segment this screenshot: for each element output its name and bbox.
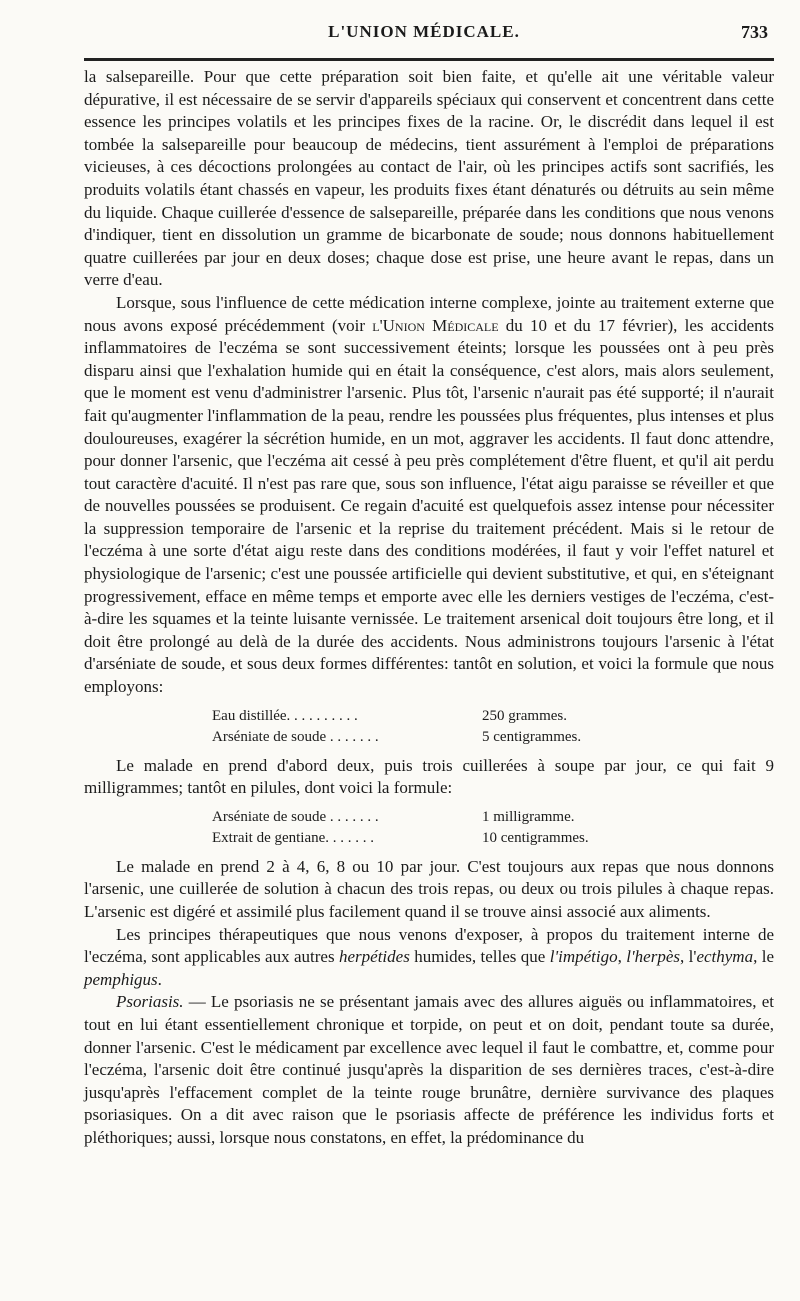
ingredient-quantity: 1 milligramme.: [482, 808, 575, 825]
paragraph-administration: Le malade en prend 2 à 4, 6, 8 ou 10 par jour. C'est toujours aux repas que nous donnons l'arsenic, une cuillerée de solution à chacun des trois repas, ou deux ou trois pilules à chaque repas. L'arsenic est digéré et assimilé plus facilement quand il se trouve ainsi associé aux aliments.: [84, 856, 774, 921]
paragraph-text: — Le psoriasis ne se présentant jamais avec des allures aiguës ou inflammatoires, et tout en lui étant essentiellement chronique et torpide, on peut et on doit, pendant toute sa durée, donner l'arsenic. C'est le médicament par excellence avec lequel il faut le combattre, et, comme pour l'eczéma, l'arsenic doit être continué jusqu'après la disparition de ses dernières traces, c'est-à-dire jusqu'après l'effacement complet de la teinte rouge brunâtre, dernière survivance des plaques psoriasiques. On a dit avec raison que le psoriasis affecte de préférence les individus forts et pléthoriques; aussi, lorsque nous constatons, en effet, la prédominance du: [84, 992, 774, 1147]
ingredient-quantity: 5 centigrammes.: [482, 728, 582, 745]
term-pemphigus: pemphigus: [84, 969, 158, 989]
paragraph-text: , l': [679, 947, 697, 967]
formula-solution: [212, 706, 774, 748]
paragraph-arsenic-treatment: [84, 292, 774, 699]
header-rule: [84, 58, 774, 61]
term-impetigo: l'impétigo: [549, 947, 618, 967]
formula-row: [212, 807, 774, 828]
term-herpes: l'herpès: [626, 947, 680, 967]
formula-row: [212, 706, 774, 727]
paragraph-dosage: Le malade en prend d'abord deux, puis trois cuillerées à soupe par jour, ce qui fait 9 milligrammes; tantôt en pilules, dont voici la formule:: [84, 755, 774, 798]
ingredient-name: Extrait de gentiane. . . . . . .: [212, 829, 375, 846]
formula-row: [212, 828, 774, 849]
journal-reference: l'Union Médicale: [372, 315, 499, 335]
term-herpetides: herpétides: [339, 947, 410, 967]
running-title: L'UNION MÉDICALE.: [328, 22, 520, 41]
ingredient-quantity: 250 grammes.: [482, 707, 567, 724]
section-heading-psoriasis: Psoriasis.: [116, 992, 184, 1012]
paragraph-text: ,: [617, 947, 627, 967]
formula-row: [212, 727, 774, 748]
paragraph-text: .: [157, 969, 162, 989]
page-header: [80, 22, 768, 52]
paragraph-text: , le: [753, 947, 775, 967]
paragraph-text: Les principes thérapeutiques que nous venons d'exposer, à propos du traitement interne de l'eczéma, sont applicables aux autres: [84, 924, 774, 967]
term-ecthyma: ecthyma: [696, 947, 754, 967]
paragraph-salsepareille: la salsepareille. Pour que cette préparation soit bien faite, et qu'elle ait une véritable valeur dépurative, il est nécessaire de se servir d'appareils spéciaux qui conservent et concentrent dans cette essence les principes volatils et les principes fixes de la racine. Or, le discrédit dans lequel il est tombée la salsepareille pour beaucoup de médecins, tient assurément à l'emploi de préparations vicieuses, à ces décoctions prolongées au contact de l'air, où les principes actifs sont sacrifiés, les produits volatils étant chassés en vapeur, les produits fixes étant dénaturés ou détruits au sein même du liquide. Chaque cuillerée d'essence de salsepareille, préparée dans les conditions que nous venons d'indiquer, tient en dissolution un gramme de bicarbonate de soude; nous donnons habituellement quatre cuillerées par jour en deux doses; chaque dose est prise, une heure avant le repas, dans un verre d'eau.: [84, 67, 774, 290]
paragraph-psoriasis: [84, 991, 774, 1149]
ingredient-quantity: 10 centigrammes.: [482, 829, 589, 846]
paragraph-text: Lorsque, sous l'influence de cette médication interne complexe, jointe au traitement externe que nous avons exposé précédemment (voir: [84, 292, 774, 335]
formula-pills: [212, 807, 774, 849]
paragraph-text: humides, telles que: [409, 947, 550, 967]
paragraph-text: du 10 et du 17 février), les accidents inflammatoires de l'eczéma se sont successivement éteints; lorsque les poussées ont à peu près disparu ainsi que l'exhalation humide qui en était la conséquence, c'est alors, mais alors seulement, que le moment est venu d'administrer l'arsenic. Plus tôt, l'arsenic n'aurait pas été supporté; il n'aurait fait qu'augmenter l'inflammation de la peau, rendre les poussées plus fréquentes, plus intenses et plus douloureuses, exagérer la sécrétion humide, en un mot, aggraver les accidents. Il faut donc attendre, pour donner l'arsenic, que l'eczéma ait cessé à peu près complétement d'être fluent, et qu'il ait perdu tout caractère d'acuité. Il n'est pas rare que, sous son influence, l'état aigu paraisse se réveiller et que de nouvelles poussées se produisent. Ce regain d'acuité est quelquefois assez intense pour nécessiter la suppression temporaire de l'arsenic et la reprise du traitement précédent. Mais si le retour de l'eczéma à une sorte d'état aigu reste dans des conditions modérées, il faut y voir l'effet naturel et physiologique de l'arsenic; c'est une poussée artificielle qui devient substitutive, et qui, en s'éteignant progressivement, efface en même temps et emporte avec elle les derniers vestiges de l'eczéma, c'est-à-dire les squames et la teinte luisante vernissée. Le traitement arsenical doit toujours être long, et il doit être prolongé au delà de la durée des accidents. Nous administrons toujours l'arsenic à l'état d'arséniate de soude, et sous deux formes différentes: tantôt en solution, et voici la formule que nous employons:: [84, 315, 775, 697]
page-number: 733: [741, 22, 768, 42]
article-body: [84, 66, 774, 1150]
paragraph-therapeutic-principles: [84, 924, 774, 992]
ingredient-name: Arséniate de soude . . . . . . .: [212, 728, 379, 745]
ingredient-name: Arséniate de soude . . . . . . .: [212, 808, 379, 825]
ingredient-name: Eau distillée. . . . . . . . . .: [212, 707, 358, 724]
